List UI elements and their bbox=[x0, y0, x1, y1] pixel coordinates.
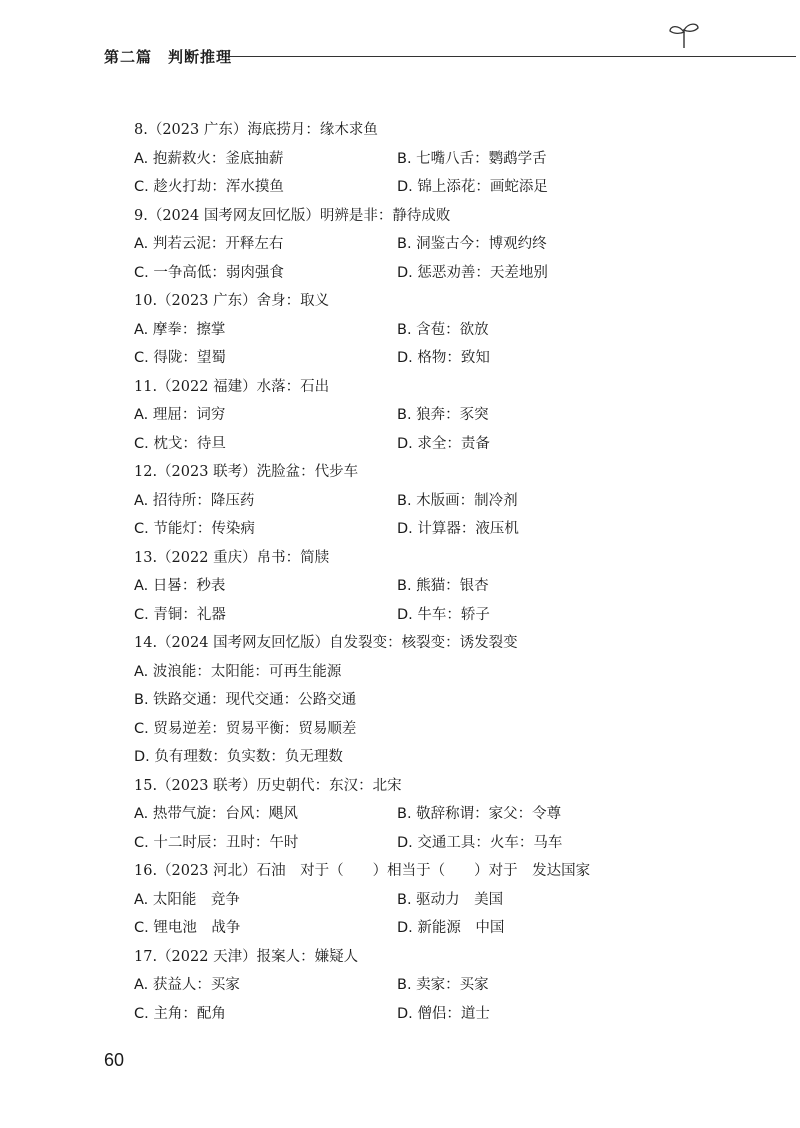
option-c: C. 锂电池 战争 bbox=[134, 920, 241, 936]
option-c: C. 贸易逆差：贸易平衡：贸易顺差 bbox=[134, 720, 357, 737]
question-stem bbox=[134, 772, 714, 801]
option-row bbox=[134, 601, 714, 630]
question-stem bbox=[134, 629, 714, 658]
option-b: B. 木版画：制冷剂 bbox=[397, 492, 518, 509]
option-row bbox=[134, 886, 714, 915]
option-row bbox=[134, 971, 714, 1000]
question-stem-text: 17.（2022 天津）报案人：嫌疑人 bbox=[134, 948, 359, 965]
option-row bbox=[134, 259, 714, 288]
option-b: B. 七嘴八舌：鹦鹉学舌 bbox=[397, 150, 547, 167]
option-row bbox=[134, 401, 714, 430]
option-a: A. 太阳能 竞争 bbox=[134, 891, 240, 908]
option-row bbox=[134, 515, 714, 544]
option-row bbox=[134, 914, 714, 943]
option-d: D. 惩恶劝善：天差地别 bbox=[397, 264, 548, 281]
page-header bbox=[104, 38, 724, 68]
option-a: A. 波浪能：太阳能：可再生能源 bbox=[134, 663, 342, 680]
option-c: C. 节能灯：传染病 bbox=[134, 521, 255, 537]
option-a: A. 日晷：秒表 bbox=[134, 578, 226, 594]
option-row bbox=[134, 686, 714, 715]
question-stem bbox=[134, 544, 714, 573]
option-b: B. 洞鉴古今：博观约终 bbox=[397, 236, 547, 252]
header-rule bbox=[230, 56, 796, 57]
option-a: A. 抱薪救火：釜底抽薪 bbox=[134, 150, 284, 167]
option-d: D. 僧侣：道士 bbox=[397, 1005, 490, 1022]
option-b: B. 熊猫：银杏 bbox=[397, 578, 489, 594]
option-c: C. 十二时辰：丑时：午时 bbox=[134, 834, 299, 851]
sprout-icon bbox=[664, 20, 704, 50]
question-stem bbox=[134, 287, 714, 316]
question-stem-text: 9.（2024 国考网友回忆版）明辨是非：静待成败 bbox=[134, 207, 451, 224]
option-row bbox=[134, 173, 714, 202]
option-a: A. 判若云泥：开释左右 bbox=[134, 236, 284, 252]
option-c: C. 一争高低：弱肉强食 bbox=[134, 264, 284, 281]
option-c: C. 趁火打劫：浑水摸鱼 bbox=[134, 179, 284, 195]
question-stem-text: 12.（2023 联考）洗脸盆：代步车 bbox=[134, 464, 359, 480]
option-d: D. 新能源 中国 bbox=[397, 920, 505, 936]
option-row bbox=[134, 572, 714, 601]
option-b: B. 狼奔：豕突 bbox=[397, 407, 489, 423]
option-row bbox=[134, 487, 714, 516]
question-stem-text: 13.（2022 重庆）帛书：简牍 bbox=[134, 549, 330, 566]
option-c: C. 得陇：望蜀 bbox=[134, 350, 226, 366]
option-b: B. 驱动力 美国 bbox=[397, 891, 504, 908]
option-row bbox=[134, 344, 714, 373]
option-row bbox=[134, 1000, 714, 1029]
question-stem bbox=[134, 116, 714, 145]
option-row bbox=[134, 145, 714, 174]
page-number: 60 bbox=[104, 1050, 125, 1070]
option-d: D. 求全：责备 bbox=[397, 435, 490, 452]
option-a: A. 摩拳：擦掌 bbox=[134, 321, 226, 338]
option-a: A. 理屈：词穷 bbox=[134, 407, 226, 423]
question-stem-text: 8.（2023 广东）海底捞月：缘木求鱼 bbox=[134, 122, 378, 138]
option-b: B. 敬辞称谓：家父：令尊 bbox=[397, 806, 562, 822]
option-c: C. 枕戈：待旦 bbox=[134, 435, 226, 452]
question-stem bbox=[134, 202, 714, 231]
question-stem bbox=[134, 943, 714, 972]
question-stem bbox=[134, 857, 714, 886]
option-b: B. 卖家：买家 bbox=[397, 977, 489, 993]
option-row bbox=[134, 430, 714, 459]
question-stem-text: 16.（2023 河北）石油 对于（ ）相当于（ ）对于 发达国家 bbox=[134, 863, 591, 879]
question-list bbox=[134, 116, 714, 1028]
option-d: D. 牛车：轿子 bbox=[397, 606, 490, 623]
option-d: D. 锦上添花：画蛇添足 bbox=[397, 179, 548, 195]
option-row bbox=[134, 230, 714, 259]
option-a: A. 获益人：买家 bbox=[134, 977, 240, 993]
option-c: C. 主角：配角 bbox=[134, 1005, 226, 1022]
question-stem-text: 15.（2023 联考）历史朝代：东汉：北宋 bbox=[134, 777, 402, 794]
option-row bbox=[134, 829, 714, 858]
option-d: D. 格物：致知 bbox=[397, 350, 490, 366]
question-stem bbox=[134, 458, 714, 487]
question-stem-text: 10.（2023 广东）舍身：取义 bbox=[134, 293, 330, 309]
option-b: B. 铁路交通：现代交通：公路交通 bbox=[134, 692, 357, 708]
option-d: D. 交通工具：火车：马车 bbox=[397, 834, 563, 851]
option-row bbox=[134, 800, 714, 829]
question-stem bbox=[134, 373, 714, 402]
question-stem-text: 14.（2024 国考网友回忆版）自发裂变：核裂变：诱发裂变 bbox=[134, 635, 518, 651]
option-c: C. 青铜：礼器 bbox=[134, 606, 226, 623]
option-a: A. 招待所：降压药 bbox=[134, 492, 255, 509]
option-row bbox=[134, 316, 714, 345]
option-row bbox=[134, 743, 714, 772]
section-title: 第二篇 判断推理 bbox=[104, 48, 233, 66]
option-row bbox=[134, 658, 714, 687]
option-b: B. 含苞：欲放 bbox=[397, 321, 489, 338]
option-d: D. 负有理数：负实数：负无理数 bbox=[134, 749, 343, 765]
option-d: D. 计算器：液压机 bbox=[397, 521, 519, 537]
question-stem-text: 11.（2022 福建）水落：石出 bbox=[134, 378, 330, 395]
option-row bbox=[134, 715, 714, 744]
option-a: A. 热带气旋：台风：飓风 bbox=[134, 806, 298, 822]
